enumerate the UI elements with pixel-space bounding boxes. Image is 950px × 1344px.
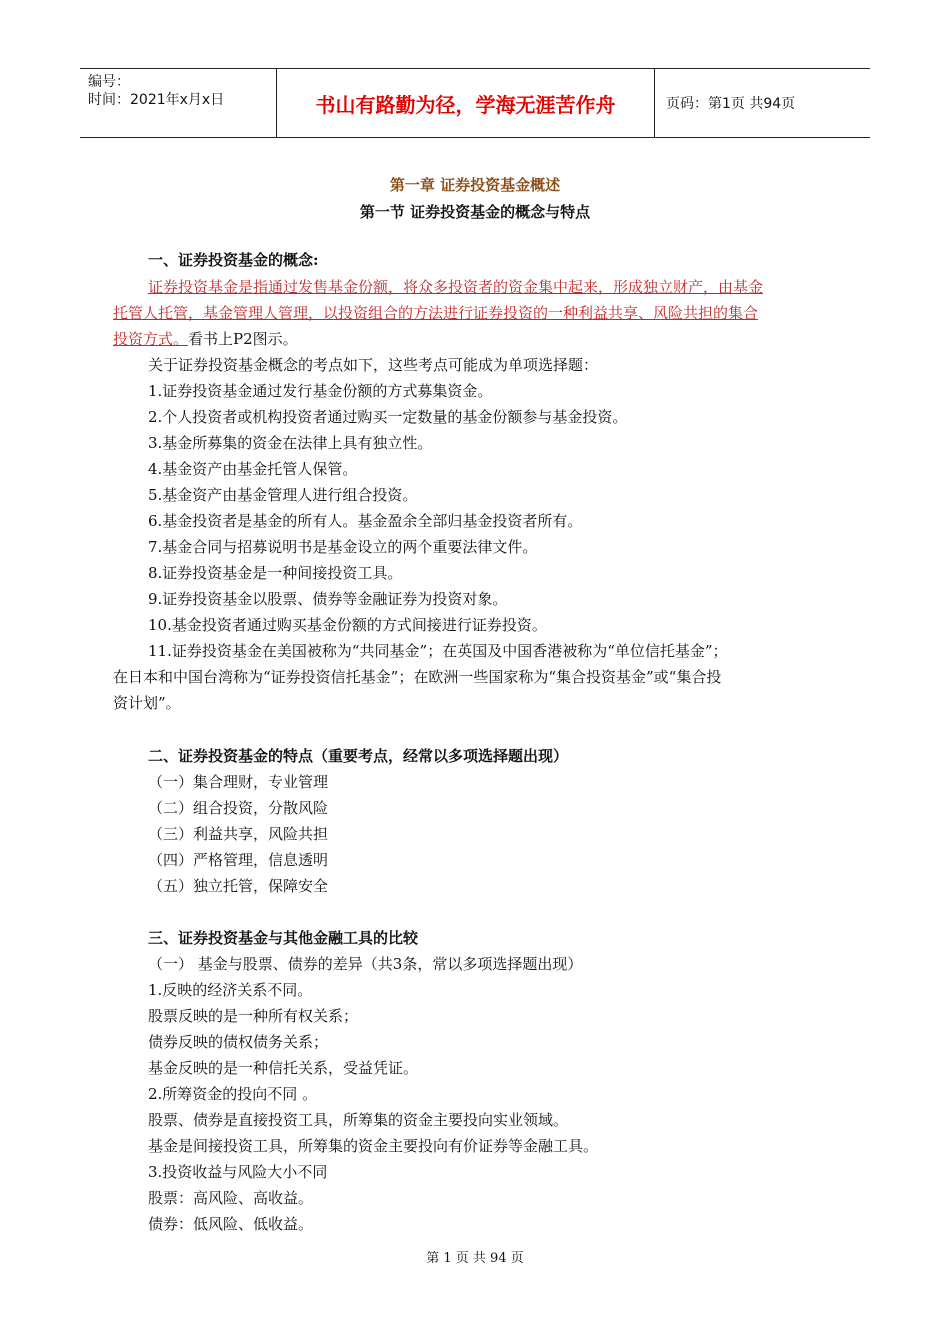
- section-title: 第一节 证券投资基金的概念与特点: [359, 203, 591, 221]
- comparison-line: 基金是间接投资工具，所筹集的资金主要投向有价证券等金融工具。: [148, 1137, 599, 1155]
- comparison-line: 股票、债券是直接投资工具，所筹集的资金主要投向实业领域。: [148, 1111, 569, 1129]
- number-label: 编号：: [88, 74, 130, 90]
- point-item: 6.基金投资者是基金的所有人。基金盈余全部归基金投资者所有。: [148, 512, 583, 530]
- point-item: 10.基金投资者通过购买基金份额的方式间接进行证券投资。: [148, 616, 547, 634]
- definition-tail: 看书上P2图示。: [188, 330, 298, 348]
- comparison-line: 债券反映的债权债务关系；: [148, 1033, 329, 1051]
- point-item: 1.证券投资基金通过发行基金份额的方式募集资金。: [148, 382, 493, 400]
- point-item: 2.个人投资者或机构投资者通过购买一定数量的基金份额参与基金投资。: [148, 408, 628, 426]
- comparison-line: 股票：高风险、高收益。: [148, 1189, 314, 1207]
- page-info: 页码：第1页 共94页: [666, 96, 796, 112]
- point-item: 3.基金所募集的资金在法律上具有独立性。: [148, 434, 433, 452]
- part3-heading: 三、证券投资基金与其他金融工具的比较: [148, 929, 419, 947]
- chapter-title: 第一章 证券投资基金概述: [389, 176, 561, 194]
- points-intro: 关于证券投资基金概念的考点如下，这些考点可能成为单项选择题：: [148, 356, 599, 374]
- point-item-cont: 资计划”。: [113, 694, 181, 712]
- page-footer: 第 1 页 共 94 页: [426, 1251, 524, 1266]
- part1-heading: 一、证券投资基金的概念:: [148, 251, 319, 269]
- comparison-line: 债券：低风险、低收益。: [148, 1215, 314, 1233]
- motto: 书山有路勤为径，学海无涯苦作舟: [315, 92, 616, 117]
- comparison-line: 1.反映的经济关系不同。: [148, 981, 313, 999]
- definition-end: 投资方式。: [113, 330, 189, 348]
- header-divider: [654, 69, 655, 137]
- definition-line: 证券投资基金是指通过发售基金份额，将众多投资者的资金集中起来，形成独立财产，由基金: [148, 278, 764, 296]
- point-item: 11.证券投资基金在美国被称为“共同基金”；在英国及中国香港被称为“单位信托基金”；: [148, 642, 728, 660]
- feature-item: （二）组合投资，分散风险: [148, 799, 329, 817]
- header-left-cell: [88, 73, 224, 109]
- point-item: 4.基金资产由基金托管人保管。: [148, 460, 358, 478]
- comparison-line: 3.投资收益与风险大小不同: [148, 1163, 328, 1181]
- feature-item: （五）独立托管，保障安全: [148, 877, 329, 895]
- definition-line-last: [113, 329, 298, 349]
- part2-heading: 二、证券投资基金的特点（重要考点，经常以多项选择题出现）: [148, 747, 569, 765]
- comparison-line: 2.所筹资金的投向不同 。: [148, 1085, 318, 1103]
- part3-subheading: （一） 基金与股票、债券的差异（共3条，常以多项选择题出现）: [148, 955, 583, 973]
- definition-line: 托管人托管，基金管理人管理，以投资组合的方法进行证券投资的一种利益共享、风险共担的集合: [113, 304, 759, 322]
- point-item: 5.基金资产由基金管理人进行组合投资。: [148, 486, 418, 504]
- feature-item: （一）集合理财，专业管理: [148, 773, 329, 791]
- comparison-line: 股票反映的是一种所有权关系；: [148, 1007, 359, 1025]
- point-item: 8.证券投资基金是一种间接投资工具。: [148, 564, 403, 582]
- point-item: 9.证券投资基金以股票、债券等金融证券为投资对象。: [148, 590, 508, 608]
- comparison-line: 基金反映的是一种信托关系，受益凭证。: [148, 1059, 419, 1077]
- time-label: 时间：2021年x月x日: [88, 92, 225, 108]
- feature-item: （三）利益共享，风险共担: [148, 825, 329, 843]
- point-item: 7.基金合同与招募说明书是基金设立的两个重要法律文件。: [148, 538, 538, 556]
- point-item-cont: 在日本和中国台湾称为“证券投资信托基金”；在欧洲一些国家称为“集合投资基金”或“集合投: [113, 668, 722, 686]
- header-table: [80, 68, 870, 138]
- feature-item: （四）严格管理，信息透明: [148, 851, 329, 869]
